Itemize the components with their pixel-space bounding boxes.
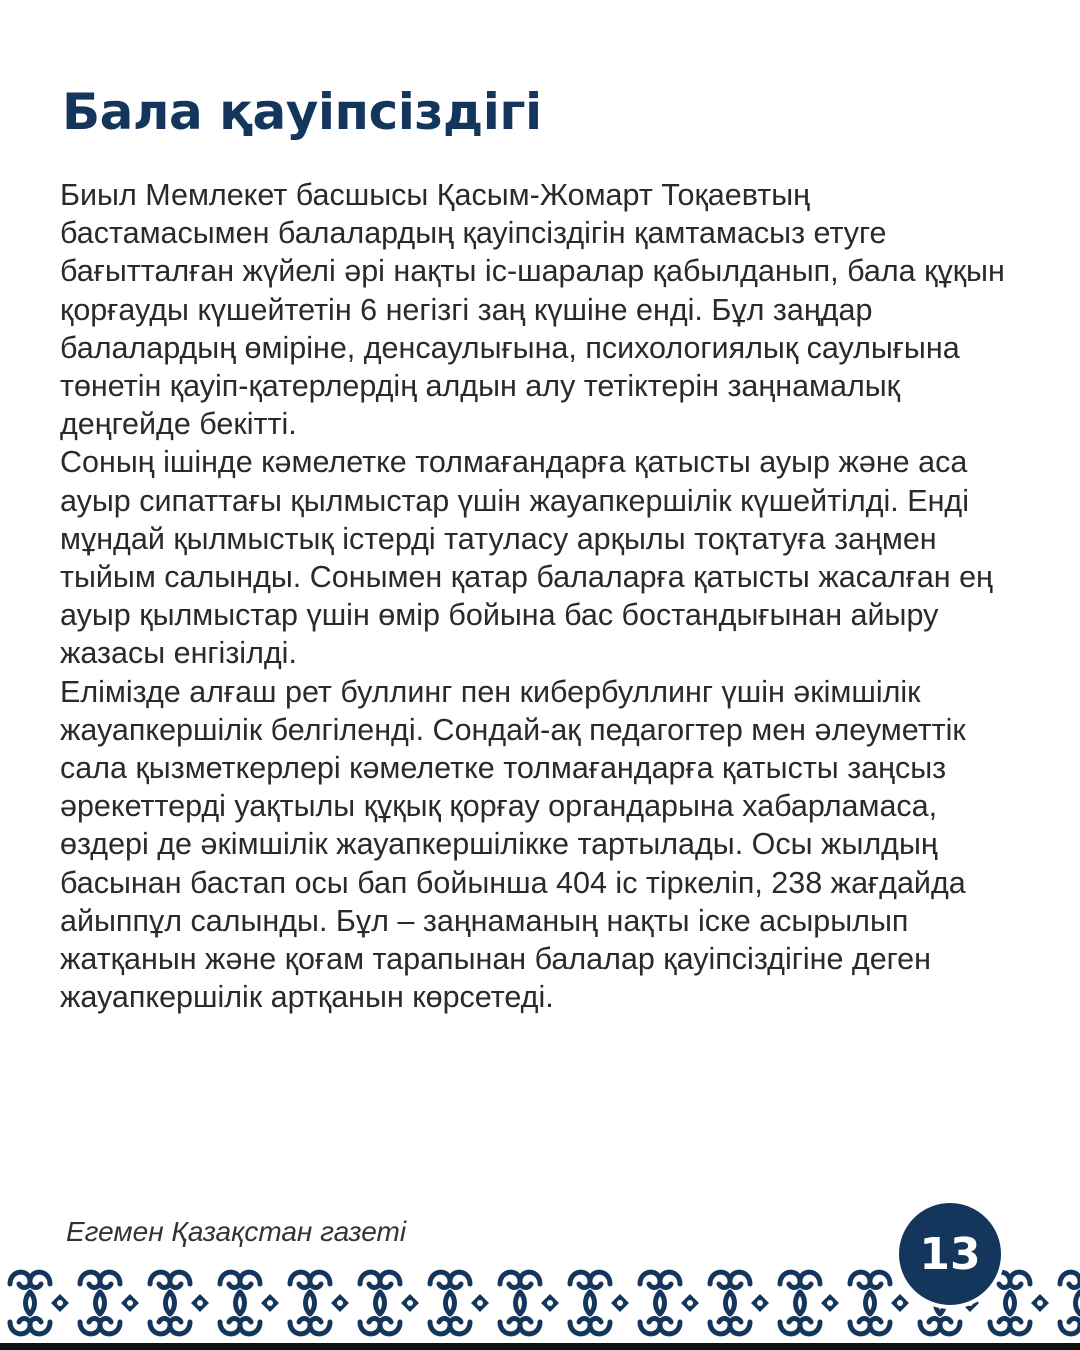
article-body xyxy=(60,176,1020,1016)
article-paragraph-1: Биыл Мемлекет басшысы Қасым-Жомарт Тоқаевтың бастамасымен балалардың қауіпсіздігін қамтамасыз етуге бағытталған жүйелі әрі нақты іс-шаралар қабылданып, бала құқын қорғауды күшейтетін 6 негізгі заң күшіне енді. Бұл заңдар балалардың өміріне, денсаулығына, психологиялық саулығына төнетін қауіп-қатерлердің алдын алу тетіктерін заңнамалық деңгейде бекітті. xyxy=(60,178,1005,442)
article-paragraph-2: Соның ішінде кәмелетке толмағандарға қатысты ауыр және аса ауыр сипаттағы қылмыстар үшін жауапкершілік күшейтілді. Енді мұндай қылмыстық істерді татуласу арқылы тоқтатуға заңмен тыйым салынды. Сонымен қатар балаларға қатысты жасалған ең ауыр қылмыстар үшін өмір бойына бас бостандығынан айыру жазасы енгізілді. xyxy=(60,445,993,671)
page-number-badge: 13 xyxy=(895,1199,1005,1309)
bottom-divider xyxy=(0,1343,1080,1350)
article-paragraph-3: Елімізде алғаш рет буллинг пен кибербуллинг үшін әкімшілік жауапкершілік белгіленді. Сондай-ақ педагогтер мен әлеуметтік сала қызметкерлері кәмелетке толмағандарға қатысты заңсыз әрекеттерді уақтылы құқық қорғау органдарына хабарламаса, өздері де әкімшілік жауапкершілікке тартылады. Осы жылдың басынан бастап осы бап бойынша 404 іс тіркеліп, 238 жағдайда айыппұл салынды. Бұл – заңнаманың нақты іске асырылып жатқанын және қоғам тарапынан балалар қауіпсіздігіне деген жауапкершілік артқанын көрсетеді. xyxy=(60,674,966,1015)
source-caption: Егемен Қазақстан газеті xyxy=(66,1216,407,1247)
page-title: Бала қауіпсіздігі xyxy=(62,83,542,141)
